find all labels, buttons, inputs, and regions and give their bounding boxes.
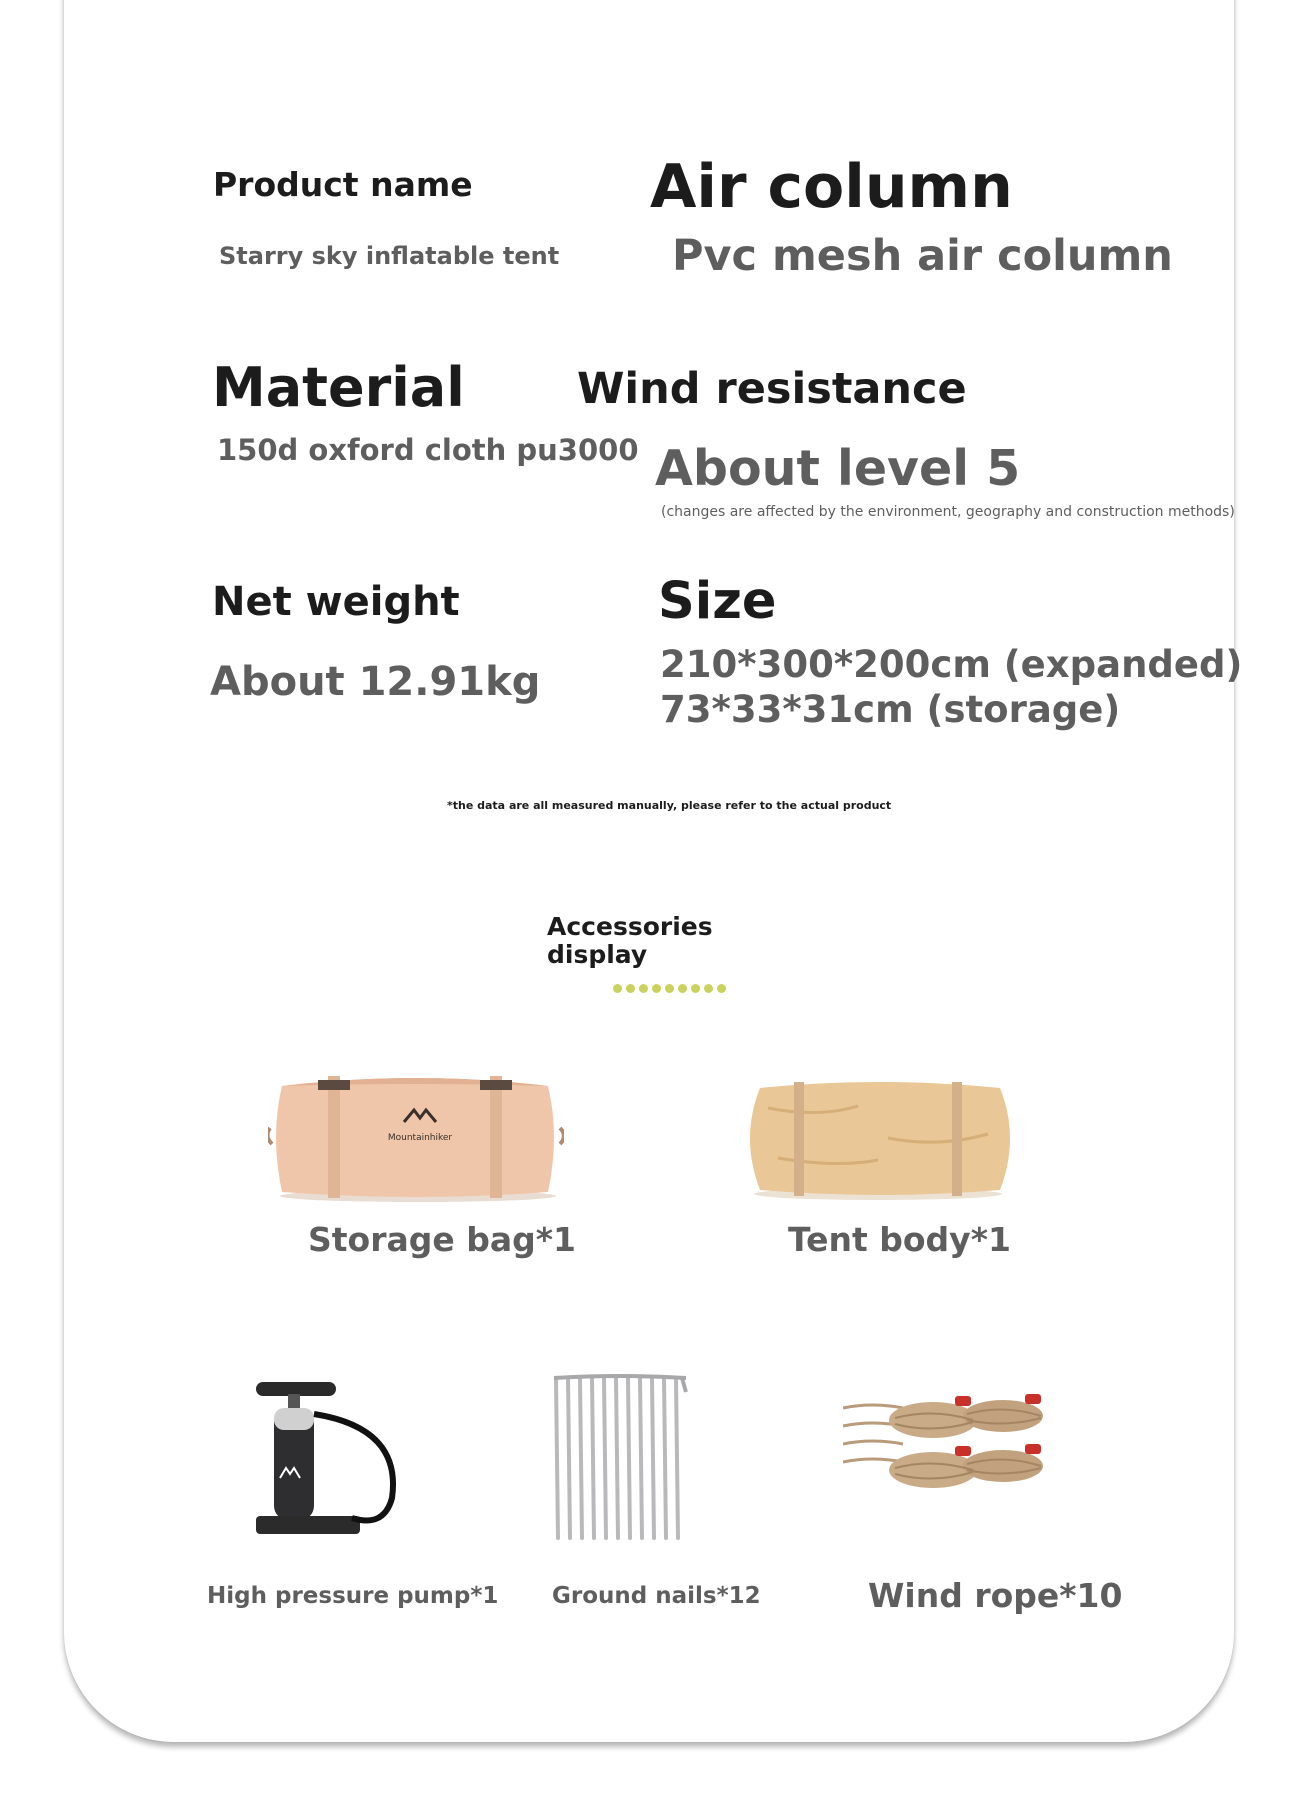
air-column-label: Air column: [650, 152, 1013, 222]
pump-label: High pressure pump*1: [207, 1583, 499, 1609]
ground-nails-label: Ground nails*12: [552, 1583, 761, 1609]
material-label: Material: [212, 356, 465, 419]
wind-rope-label: Wind rope*10: [868, 1576, 1123, 1615]
accessories-title-line2: display: [547, 940, 648, 969]
rope-coils-image: [843, 1390, 1053, 1502]
product-name-label: Product name: [213, 165, 473, 204]
storage-bag-label: Storage bag*1: [308, 1220, 576, 1259]
size-label: Size: [658, 572, 777, 631]
disclaimer-note: *the data are all measured manually, please refer to the actual product: [447, 799, 892, 812]
hand-pump-image: [252, 1378, 402, 1540]
tent-body-image: [738, 1078, 1020, 1200]
wind-resistance-value: About level 5: [655, 440, 1021, 497]
size-storage-value: 73*33*31cm (storage): [660, 688, 1121, 731]
decorative-dots: [613, 984, 726, 993]
ground-stakes-image: [550, 1372, 690, 1542]
storage-bag-image: [268, 1068, 564, 1204]
size-expanded-value: 210*300*200cm (expanded): [660, 643, 1243, 686]
wind-resistance-note: (changes are affected by the environment, geography and construction methods): [661, 504, 1235, 520]
wind-resistance-label: Wind resistance: [577, 364, 967, 414]
air-column-value: Pvc mesh air column: [672, 231, 1173, 281]
net-weight-label: Net weight: [212, 579, 460, 625]
net-weight-value: About 12.91kg: [210, 659, 541, 705]
material-value: 150d oxford cloth pu3000: [217, 433, 639, 467]
product-name-value: Starry sky inflatable tent: [219, 242, 560, 270]
svg-text:Mountainhiker: Mountainhiker: [387, 1133, 453, 1143]
tent-body-label: Tent body*1: [788, 1220, 1011, 1259]
accessories-title-line1: Accessories: [547, 912, 713, 941]
